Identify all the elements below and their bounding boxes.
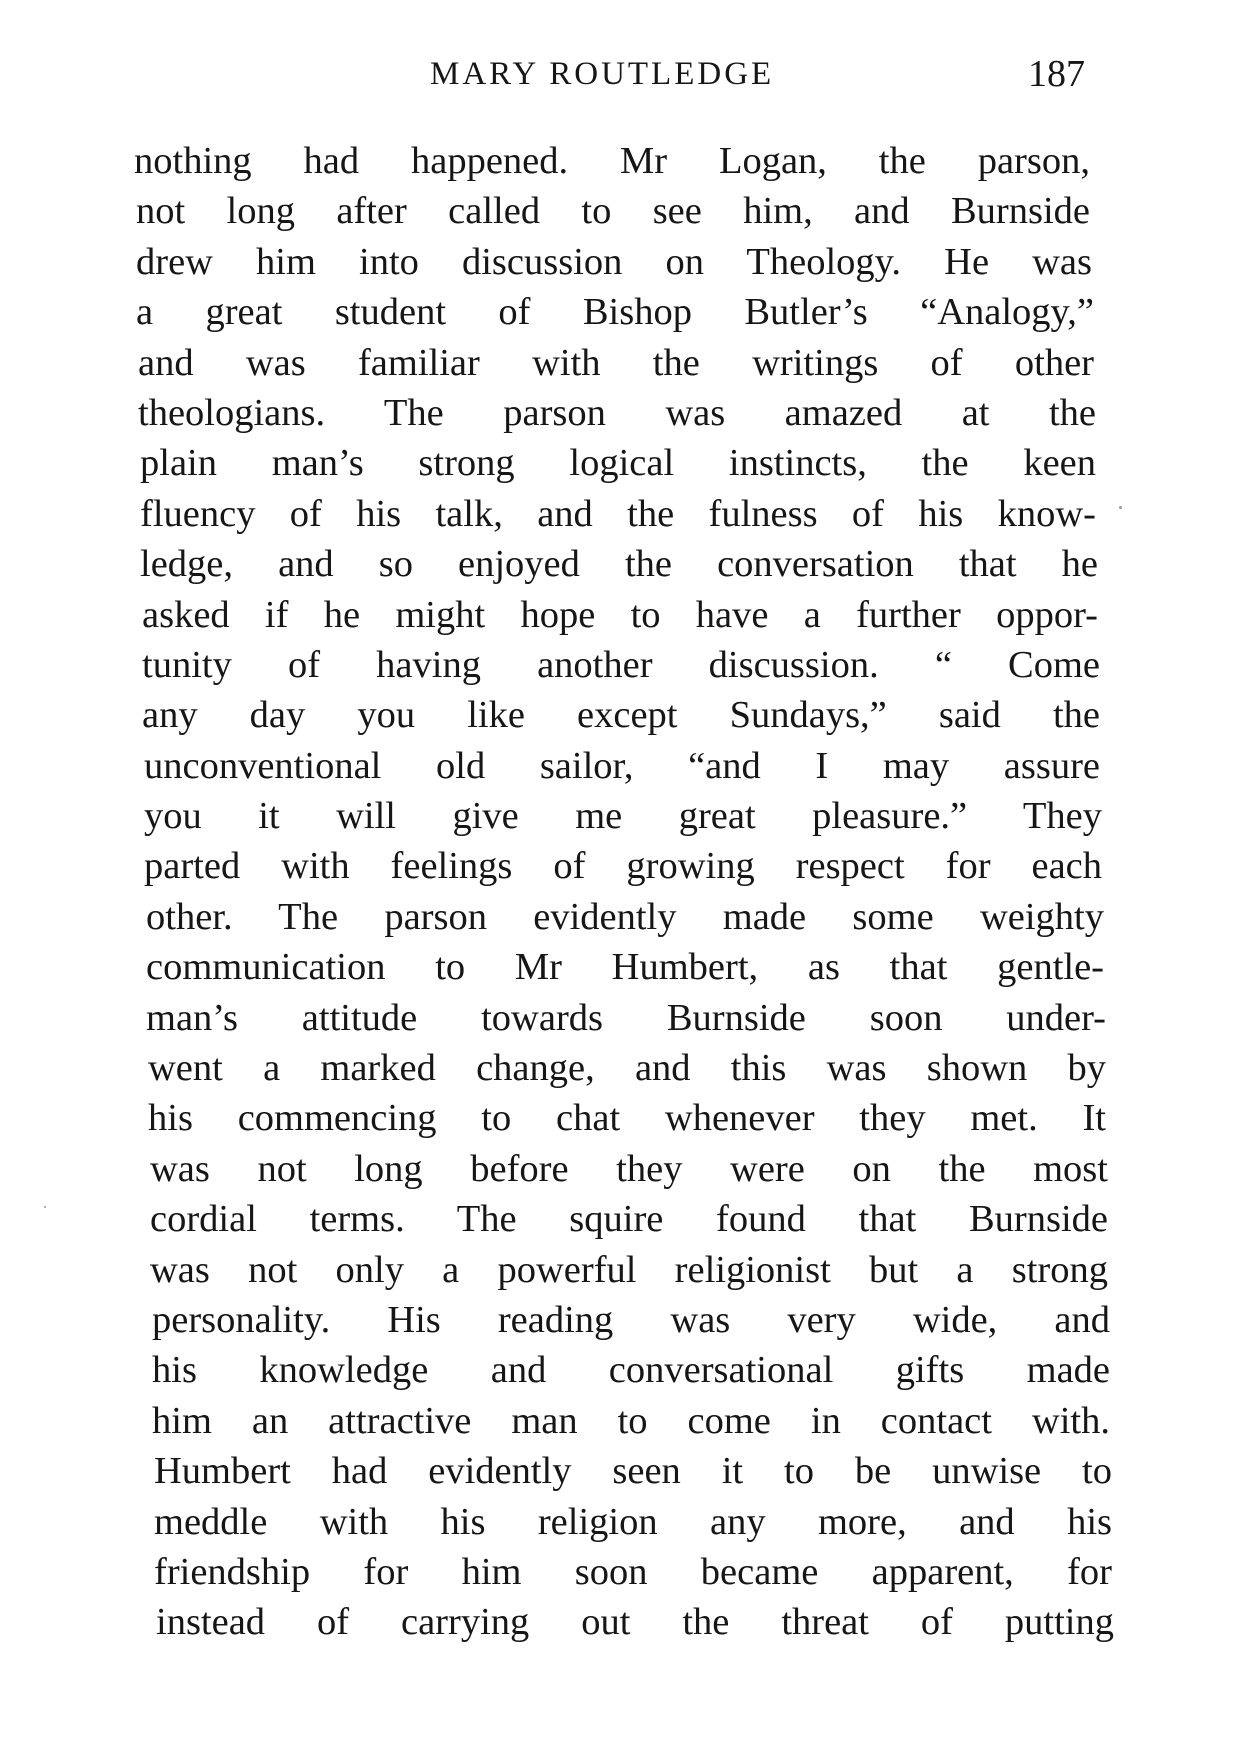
text-line: nothing had happened. Mr Logan, the parson, — [134, 140, 1090, 182]
text-line: communication to Mr Humbert, as that gentle- — [146, 946, 1104, 989]
text-line: instead of carrying out the threat of putting — [156, 1601, 1114, 1644]
text-line: other. The parson evidently made some weighty — [146, 895, 1104, 938]
text-line: was not long before they were on the most — [150, 1147, 1108, 1190]
text-line: man’s attitude towards Burnside soon under- — [146, 996, 1106, 1039]
text-line: cordial terms. The squire found that Burnside — [150, 1198, 1108, 1241]
text-line: and was familiar with the writings of other — [138, 341, 1094, 384]
text-line: any day you like except Sundays,” said the — [142, 694, 1100, 737]
text-line: you it will give me great pleasure.” They — [144, 795, 1102, 838]
text-line: Humbert had evidently seen it to be unwise to — [154, 1450, 1112, 1493]
text-line: went a marked change, and this was shown by — [148, 1047, 1106, 1090]
text-line: not long after called to see him, and Burnside — [136, 190, 1090, 233]
text-line: parted with feelings of growing respect for each — [144, 845, 1102, 888]
paper-speck — [1119, 506, 1122, 509]
text-line: was not only a powerful religionist but a strong — [150, 1248, 1108, 1291]
page-number: 187 — [1028, 53, 1085, 95]
text-line: fluency of his talk, and the fulness of his know- — [140, 492, 1096, 535]
body-text — [134, 136, 1114, 1648]
paper-speck — [44, 1206, 46, 1208]
text-line: drew him into discussion on Theology. He was — [136, 240, 1092, 283]
text-line: ledge, and so enjoyed the conversation that he — [140, 543, 1098, 586]
text-line: a great student of Bishop Butler’s “Analogy,” — [136, 291, 1094, 334]
text-line: his commencing to chat whenever they met. It — [148, 1097, 1106, 1140]
text-line: him an attractive man to come in contact with. — [152, 1399, 1110, 1442]
text-line: meddle with his religion any more, and his — [154, 1500, 1112, 1543]
running-title: MARY ROUTLEDGE — [430, 56, 775, 92]
text-line: plain man’s strong logical instincts, the keen — [140, 442, 1096, 485]
text-line: his knowledge and conversational gifts made — [152, 1349, 1110, 1392]
running-head — [0, 52, 1248, 96]
text-line: unconventional old sailor, “and I may assure — [144, 744, 1100, 787]
text-line: theologians. The parson was amazed at the — [138, 391, 1096, 434]
text-line: friendship for him soon became apparent, for — [154, 1550, 1112, 1593]
text-line: personality. His reading was very wide, and — [152, 1298, 1110, 1341]
text-line: tunity of having another discussion. “ Come — [142, 643, 1100, 686]
text-line: asked if he might hope to have a further oppor- — [142, 593, 1098, 636]
